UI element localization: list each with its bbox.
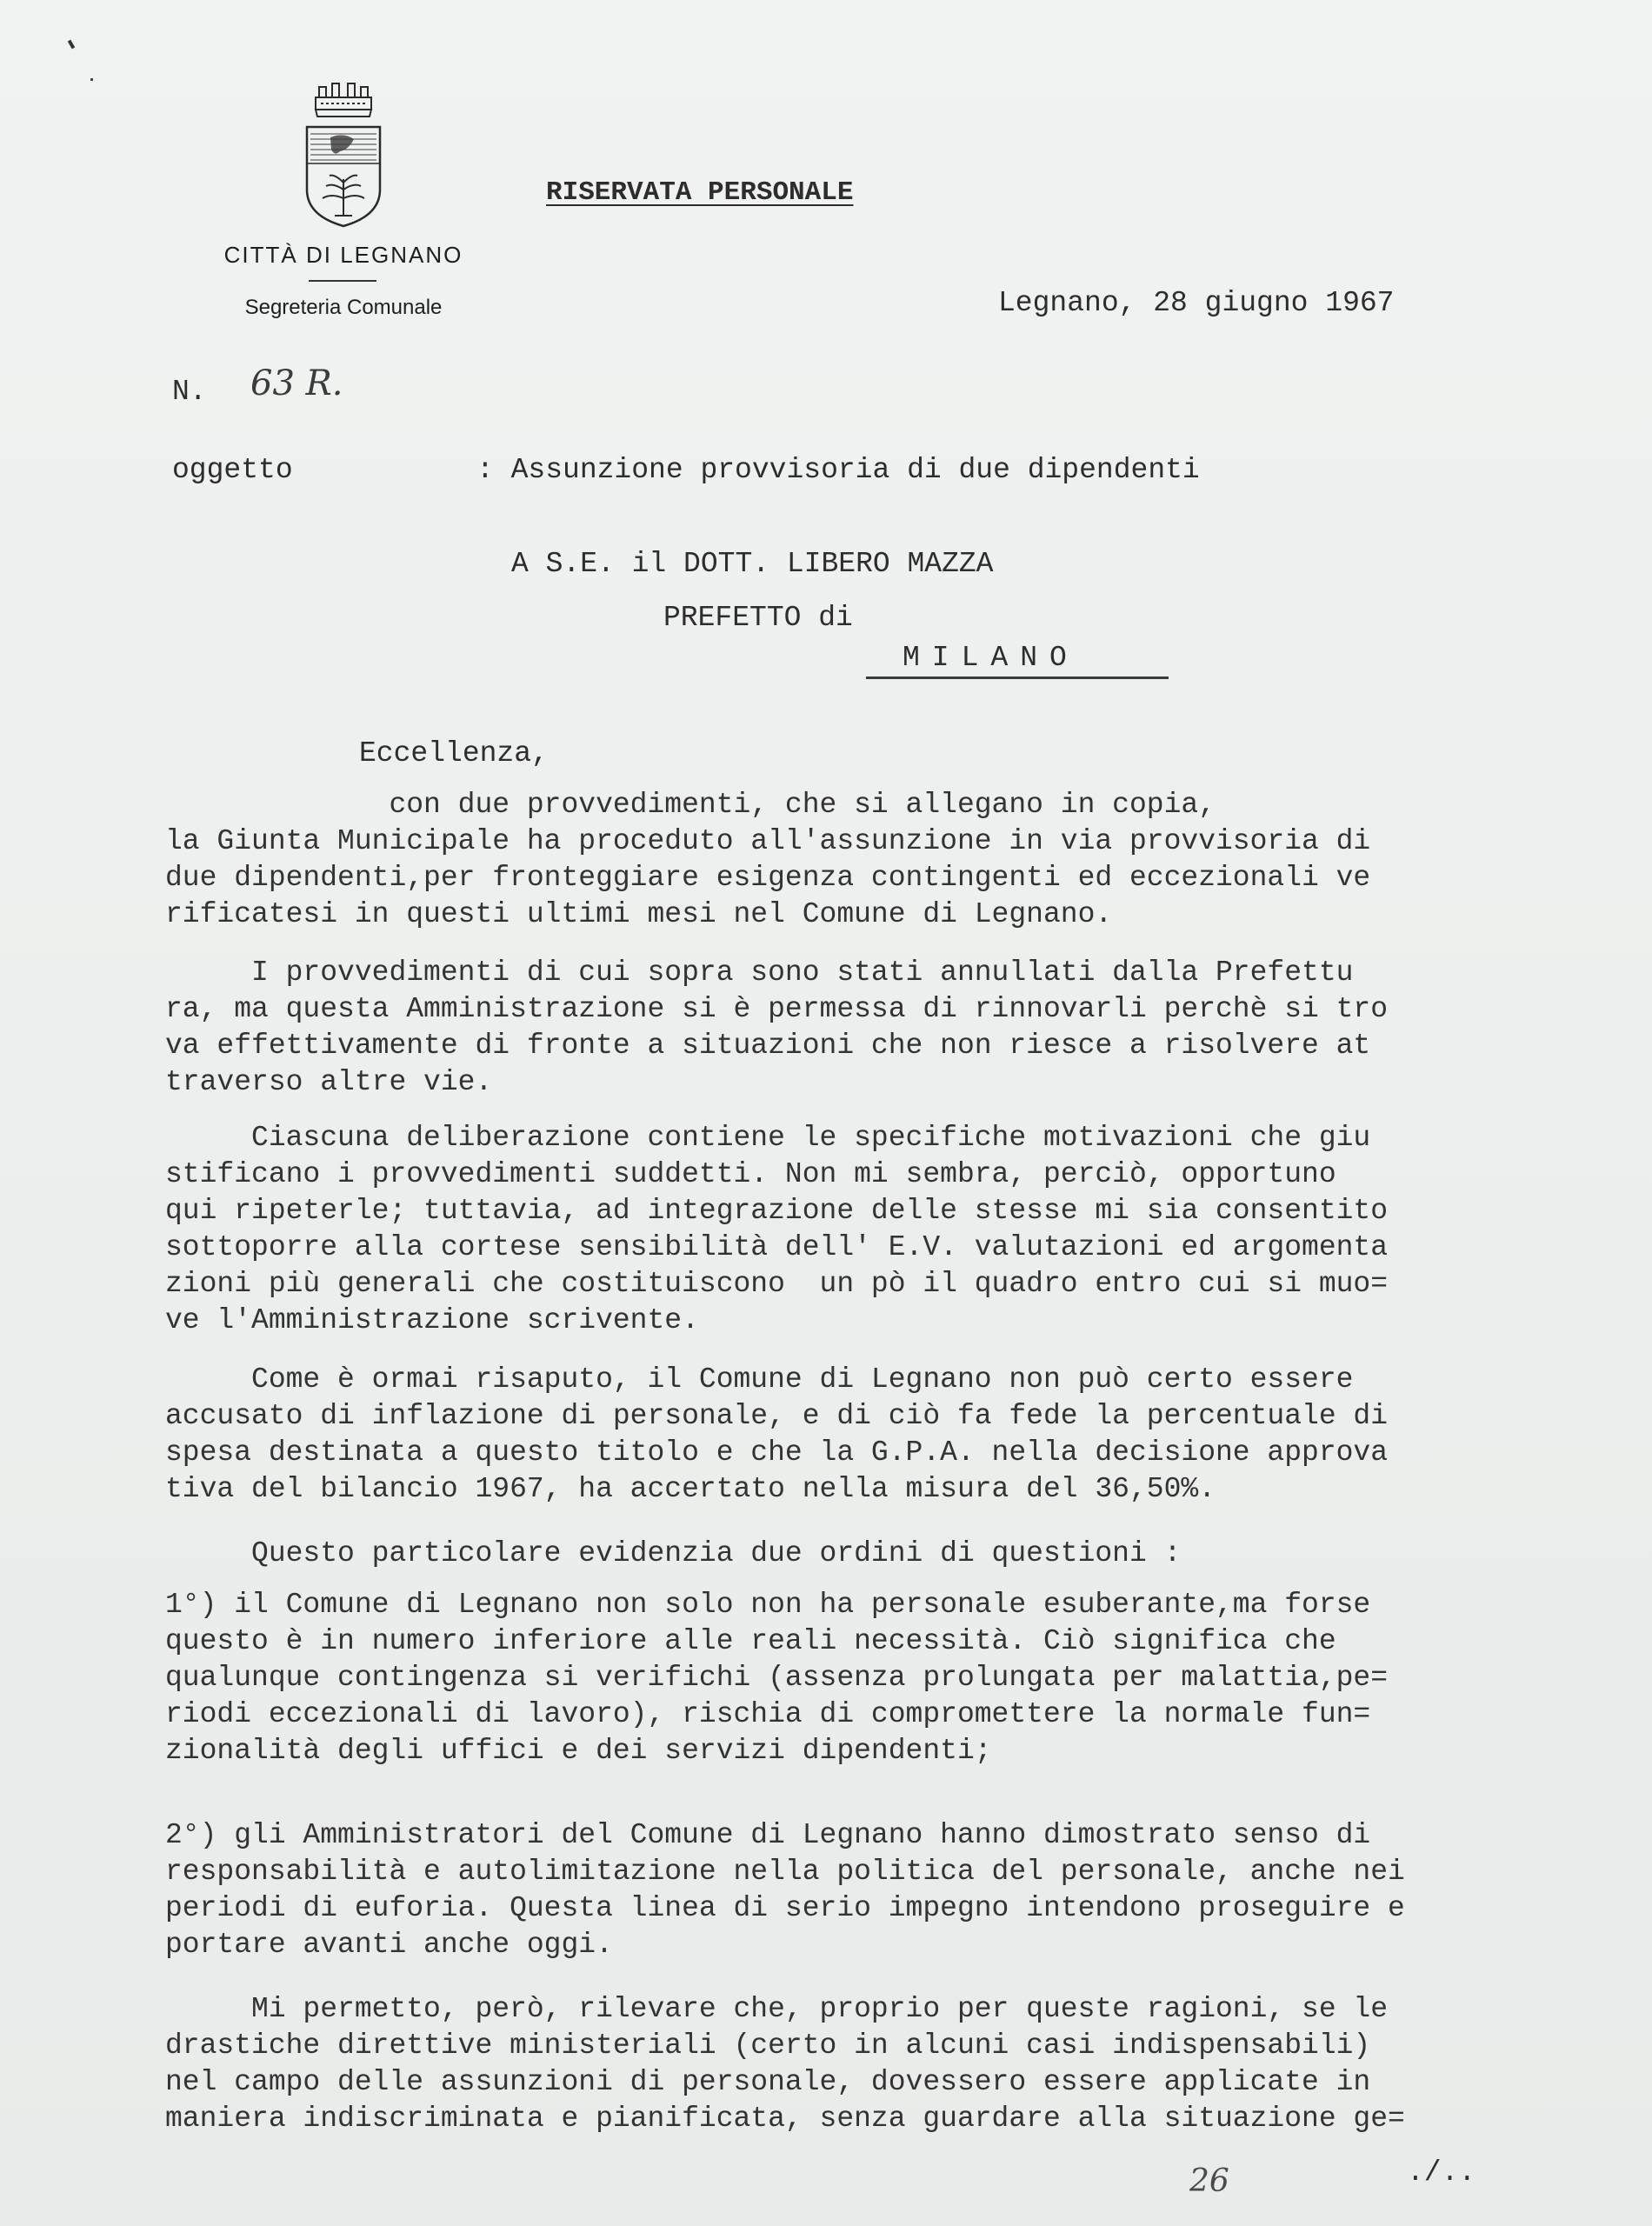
coat-of-arms-icon (300, 77, 387, 229)
city-name: CITTÀ DI LEGNANO (223, 242, 463, 268)
ink-speck (90, 78, 93, 81)
recipient-city: MILANO (903, 642, 1079, 674)
body-paragraph: con due provvedimenti, che si allegano in copia, la Giunta Municipale ha proceduto all'assunzione in via provvisoria di due dipendenti,per fronteggiare esigenza contingenti ed eccezionali ve rificatesi in questi ultimi mesi nel Comune di Legnano. (165, 789, 1371, 930)
body-paragraph: Come è ormai risaputo, il Comune di Legnano non può certo essere accusato di inflazione di personale, e di ciò fa fede la percentuale di spesa destinata a questo titolo e che la G.P.A. nella decisione approva tiva del bilancio 1967, ha accertato nella misura del 36,50%. (165, 1363, 1389, 1505)
body-paragraph: I provvedimenti di cui sopra sono stati annullati dalla Prefettu ra, ma questa Amministrazione si è permessa di rinnovarli perchè si tro va effettivamente di fronte a situazioni che non riesce a risolvere at traverso altre vie. (165, 956, 1389, 1098)
body-paragraph: Questo particolare evidenzia due ordini di questioni : (165, 1537, 1182, 1570)
ink-speck (68, 40, 75, 50)
recipient-name: A S.E. il DOTT. LIBERO MAZZA (511, 548, 994, 580)
letterhead-divider (309, 280, 376, 282)
subject-label: oggetto (172, 454, 293, 486)
recipient-city-underline (866, 676, 1169, 679)
body-paragraph: Mi permetto, però, rilevare che, proprio per queste ragioni, se le drastiche direttive ministeriali (certo in alcuni casi indispensabili) nel campo delle assunzioni di personale, dovessero essere applicate in maniera indiscriminata e pianificata, senza guardare alla situazione ge= (165, 1993, 1405, 2135)
protocol-label: N. (172, 376, 207, 408)
recipient-title: PREFETTO di (663, 602, 853, 634)
salutation: Eccellenza, (359, 737, 549, 770)
protocol-number-handwritten: 63 R. (250, 363, 343, 403)
subject-text: : Assunzione provvisoria di due dipendenti (476, 454, 1200, 486)
letter-date: Legnano, 28 giugno 1967 (998, 287, 1395, 319)
body-paragraph: Ciascuna deliberazione contiene le specifiche motivazioni che giu stificano i provvedimenti suddetti. Non mi sembra, perciò, opportuno qui ripeterle; tuttavia, ad integrazione delle stesse mi sia consentito sottoporre alla cortese sensibilità dell' E.V. valutazioni ed argomenta zioni più generali che costituiscono un pò il quadro entro cui si muo= ve l'Amministrazione scrivente. (165, 1122, 1389, 1336)
numbered-point: 2°) gli Amministratori del Comune di Legnano hanno dimostrato senso di responsabilità e autolimitazione nella politica del personale, anche nei periodi di euforia. Questa linea di serio impegno intendono proseguire e portare avanti anche oggi. (165, 1819, 1405, 1961)
continuation-mark: ./.. (1407, 2156, 1476, 2189)
office-name: Segreteria Comunale (244, 296, 443, 319)
page-number-handwritten: 26 (1189, 2163, 1229, 2199)
classification-heading: RISERVATA PERSONALE (546, 177, 854, 208)
numbered-point: 1°) il Comune di Legnano non solo non ha personale esuberante,ma forse questo è in numero inferiore alle reali necessità. Ciò significa che qualunque contingenza si verifichi (assenza prolungata per malattia,pe= riodi eccezionali di lavoro), rischia di compromettere la normale fun= zionalità degli uffici e dei servizi dipendenti; (165, 1589, 1389, 1767)
